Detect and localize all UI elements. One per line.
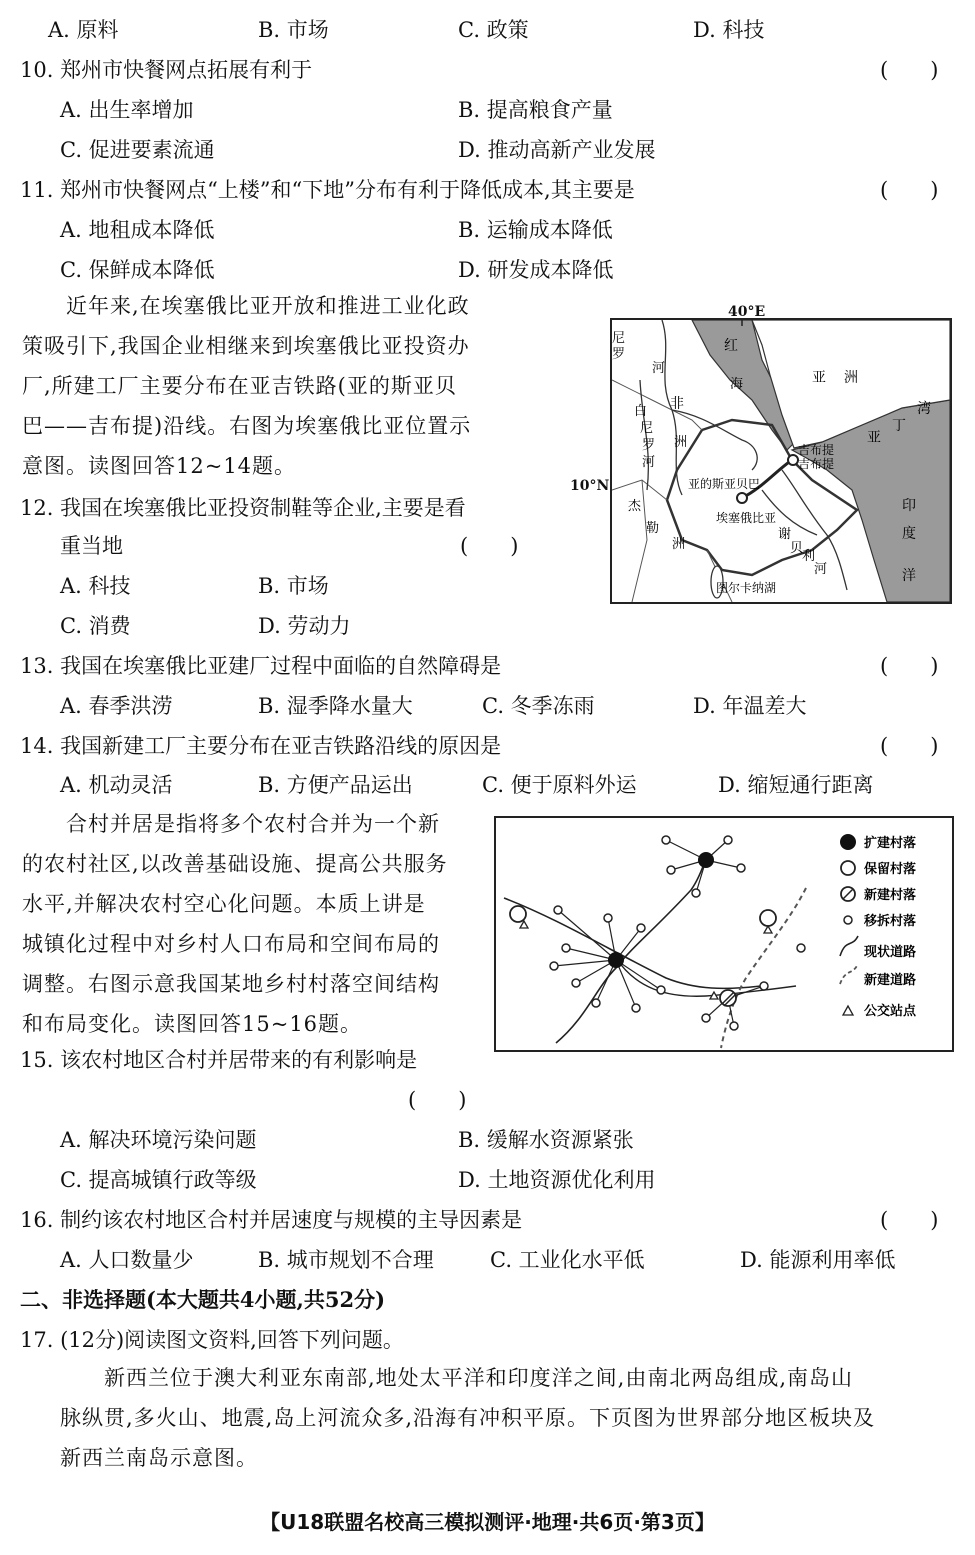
q13-option-b: B. 湿季降水量大: [258, 694, 413, 718]
map-label: 罗: [642, 438, 656, 453]
map-label: 吉布提: [798, 457, 835, 471]
q12-option-a: A. 科技: [60, 574, 131, 598]
page-footer: 【U18联盟名校高三模拟测评·地理·共6页·第3页】: [260, 1510, 715, 1534]
passage-line: 新西兰南岛示意图。: [60, 1446, 258, 1470]
legend-new-road: 新建道路: [864, 973, 917, 988]
map-label: 洲: [844, 370, 858, 386]
q11-option-c: C. 保鲜成本降低: [60, 258, 215, 282]
q9-option-b: B. 市场: [258, 18, 329, 42]
map-label: 红: [724, 338, 738, 354]
q10-option-b: B. 提高粮食产量: [458, 98, 613, 122]
map-label: 河: [652, 361, 666, 376]
q15-option-c: C. 提高城镇行政等级: [60, 1168, 257, 1192]
passage-line: 和布局变化。读图回答15~16题。: [22, 1012, 363, 1036]
map-label: 洲: [672, 537, 686, 552]
q16-option-a: A. 人口数量少: [60, 1248, 194, 1272]
q10-option-c: C. 促进要素流通: [60, 138, 215, 162]
q11-option-b: B. 运输成本降低: [458, 218, 613, 242]
legend-bus-stop: 公交站点: [864, 1004, 917, 1019]
legend-existing-road: 现状道路: [864, 945, 917, 960]
ethiopia-map-svg: [612, 320, 950, 602]
map-label: 白: [634, 404, 648, 419]
q14-stem: 14. 我国新建工厂主要分布在亚吉铁路沿线的原因是: [20, 734, 502, 758]
passage-line: 意图。读图回答12~14题。: [22, 454, 297, 478]
passage-line: 厂,所建工厂主要分布在亚吉铁路(亚的斯亚贝: [22, 374, 457, 398]
passage-ethiopia: [22, 286, 542, 486]
q12-stem-cont: 重当地: [60, 534, 123, 558]
q16-option-b: B. 城市规划不合理: [258, 1248, 434, 1272]
map-label: 印: [902, 498, 916, 514]
q16-option-d: D. 能源利用率低: [740, 1248, 896, 1272]
map-label: 亚: [867, 430, 881, 446]
map-label: 河: [642, 455, 656, 470]
map-label: 罗: [612, 347, 626, 362]
map-label: 湾: [917, 401, 931, 417]
q12-paren: ( ): [460, 534, 519, 558]
q14-paren: ( ): [880, 734, 939, 758]
map-label: 吉布提: [798, 443, 835, 457]
village-layout-diagram: [494, 816, 954, 1052]
q14-option-d: D. 缩短通行距离: [718, 773, 874, 797]
q10-option-a: A. 出生率增加: [60, 98, 194, 122]
map-label: 利: [802, 549, 816, 564]
q12-stem: 12. 我国在埃塞俄比亚投资制鞋等企业,主要是看: [20, 496, 466, 520]
map-label: 杰: [628, 499, 642, 514]
q15-paren: ( ): [408, 1088, 467, 1112]
legend-retained: 保留村落: [864, 862, 917, 877]
ethiopia-location-map: [610, 318, 952, 604]
q13-paren: ( ): [880, 654, 939, 678]
q13-option-d: D. 年温差大: [693, 694, 807, 718]
q15-option-d: D. 土地资源优化利用: [458, 1168, 656, 1192]
q10-stem: 10. 郑州市快餐网点拓展有利于: [20, 58, 313, 82]
q12-option-b: B. 市场: [258, 574, 329, 598]
passage-line: 城镇化过程中对乡村人口布局和空间布局的: [22, 932, 440, 956]
passage-line: 调整。右图示意我国某地乡村村落空间结构: [22, 972, 440, 996]
section-title: 二、非选择题(本大题共4小题,共52分): [20, 1287, 386, 1312]
q9-option-c: C. 政策: [458, 18, 529, 42]
legend-expanded: 扩建村落: [864, 836, 917, 851]
q11-option-d: D. 研发成本降低: [458, 258, 614, 282]
village-diagram-svg: [496, 818, 952, 1050]
map-label: 贝: [790, 541, 804, 556]
legend-relocated: 移拆村落: [864, 914, 917, 929]
map-label: 图尔卡纳湖: [716, 581, 777, 595]
q14-option-c: C. 便于原料外运: [482, 773, 637, 797]
map-label: 洋: [902, 568, 916, 584]
passage-line: 新西兰位于澳大利亚东南部,地处太平洋和印度洋之间,由南北两岛组成,南岛山: [104, 1366, 854, 1390]
passage-line: 水平,并解决农村空心化问题。本质上讲是: [22, 892, 426, 916]
q14-option-b: B. 方便产品运出: [258, 773, 413, 797]
q17-passage: [60, 1358, 960, 1478]
q10-option-d: D. 推动高新产业发展: [458, 138, 656, 162]
passage-village-merge: [22, 804, 492, 1044]
map-longitude-label: 40°E: [728, 304, 766, 320]
q17-stem: 17. (12分)阅读图文资料,回答下列问题。: [20, 1328, 404, 1352]
map-label: 河: [814, 562, 828, 577]
passage-line: 巴——吉布提)沿线。右图为埃塞俄比亚位置示: [22, 414, 472, 438]
q12-option-d: D. 劳动力: [258, 614, 351, 638]
passage-line: 的农村社区,以改善基础设施、提高公共服务: [22, 852, 448, 876]
passage-line: 策吸引下,我国企业相继来到埃塞俄比亚投资办: [22, 334, 470, 358]
q11-stem: 11. 郑州市快餐网点“上楼”和“下地”分布有利于降低成本,其主要是: [20, 178, 635, 202]
map-label: 海: [730, 377, 744, 392]
q15-option-b: B. 缓解水资源紧张: [458, 1128, 634, 1152]
q13-option-a: A. 春季洪涝: [60, 694, 173, 718]
q9-option-a: A. 原料: [48, 18, 119, 42]
q14-option-a: A. 机动灵活: [60, 773, 173, 797]
map-label: 亚: [812, 370, 826, 386]
map-latitude-label: 10°N: [570, 478, 610, 494]
map-label: 勒: [646, 521, 660, 536]
q9-option-d: D. 科技: [693, 18, 765, 42]
map-label: 非: [670, 396, 684, 412]
passage-line: 近年来,在埃塞俄比亚开放和推进工业化政: [66, 294, 470, 318]
q16-stem: 16. 制约该农村地区合村并居速度与规模的主导因素是: [20, 1208, 523, 1232]
q10-paren: ( ): [880, 58, 939, 82]
q13-stem: 13. 我国在埃塞俄比亚建厂过程中面临的自然障碍是: [20, 654, 502, 678]
map-label: 尼: [640, 421, 654, 436]
q15-option-a: A. 解决环境污染问题: [60, 1128, 257, 1152]
q15-stem: 15. 该农村地区合村并居带来的有利影响是: [20, 1048, 418, 1072]
q12-option-c: C. 消费: [60, 614, 131, 638]
map-label: 谢: [778, 527, 792, 542]
legend-new: 新建村落: [864, 888, 917, 903]
map-label: 洲: [674, 435, 688, 450]
map-label: 度: [902, 526, 916, 542]
q11-option-a: A. 地租成本降低: [60, 218, 215, 242]
q11-paren: ( ): [880, 178, 939, 202]
map-label: 埃塞俄比亚: [716, 511, 777, 525]
map-label: 丁: [892, 418, 906, 434]
map-label: 亚的斯亚贝巴: [688, 477, 761, 491]
passage-line: 合村并居是指将多个农村合并为一个新: [66, 812, 440, 836]
q16-paren: ( ): [880, 1208, 939, 1232]
passage-line: 脉纵贯,多火山、地震,岛上河流众多,沿海有冲积平原。下页图为世界部分地区板块及: [60, 1406, 876, 1430]
q16-option-c: C. 工业化水平低: [490, 1248, 645, 1272]
q13-option-c: C. 冬季冻雨: [482, 694, 595, 718]
map-label: 尼: [612, 331, 626, 346]
